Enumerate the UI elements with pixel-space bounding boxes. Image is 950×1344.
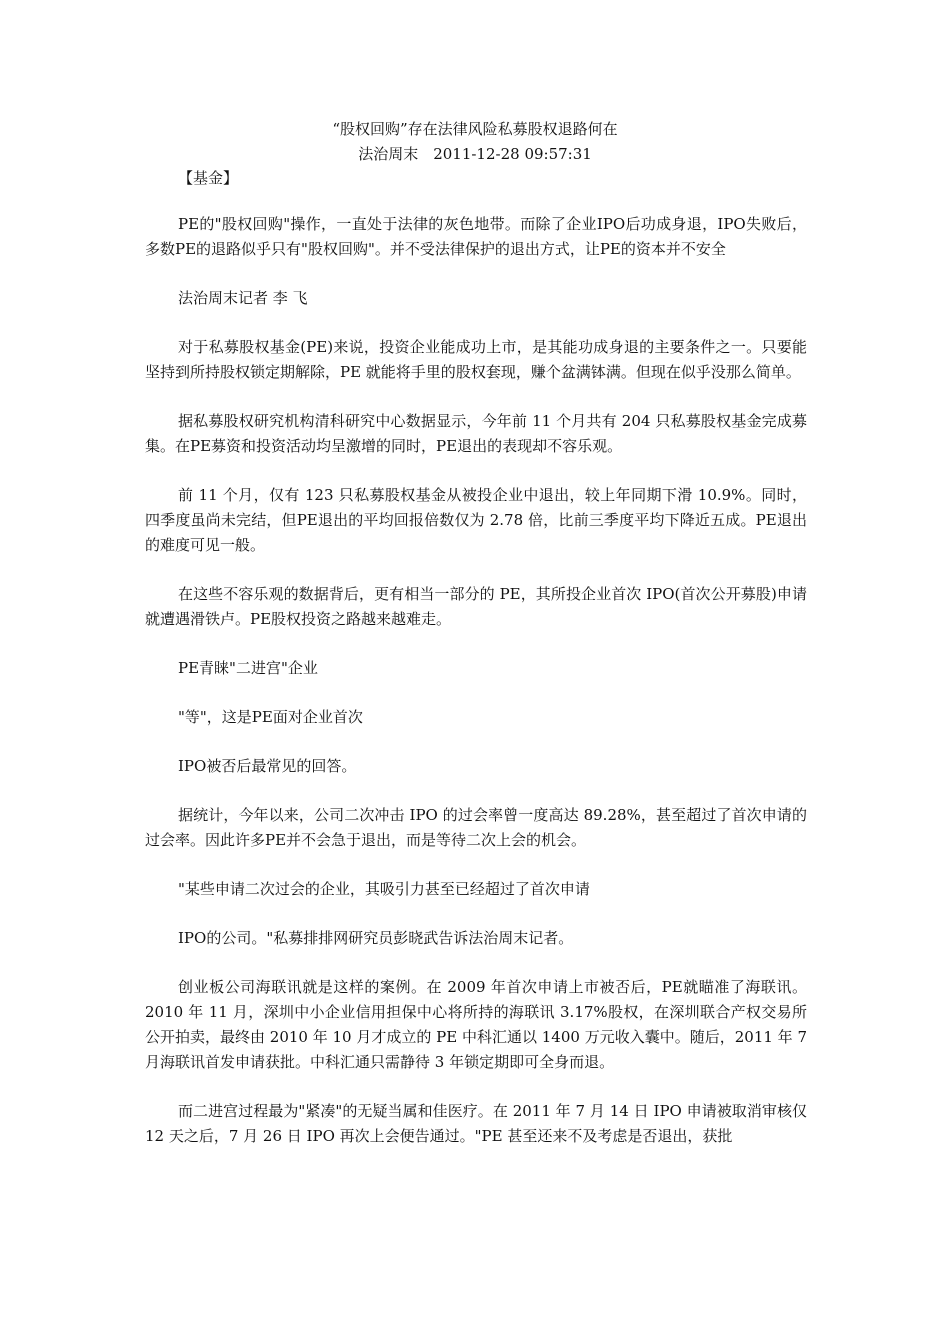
body-paragraph: 对于私募股权基金(PE)来说，投资企业能成功上市，是其能功成身退的主要条件之一。只要能坚持到所持股权锁定期解除，PE 就能将手里的股权套现，赚个盆满钵满。但现在似乎没那么简单。: [145, 338, 807, 381]
body-paragraph: IPO被否后最常见的回答。: [178, 757, 357, 775]
body-paragraph: 而二进宫过程最为"紧凑"的无疑当属和佳医疗。在 2011 年 7 月 14 日 IPO 申请被取消审核仅 12 天之后，7 月 26 日 IPO 再次上会便告通过。"PE 甚至还来不及考虑是否退出，获批: [145, 1102, 807, 1145]
article-body: [145, 212, 807, 1173]
body-paragraph: "等"，这是PE面对企业首次: [178, 708, 363, 726]
body-paragraph: 法治周末记者 李 飞: [178, 289, 308, 307]
body-paragraph: 据统计，今年以来，公司二次冲击 IPO 的过会率曾一度高达 89.28%，甚至超过了首次申请的过会率。因此许多PE并不会急于退出，而是等待二次上会的机会。: [145, 806, 807, 849]
article-source-line: 法治周末 2011-12-28 09:57:31: [358, 145, 592, 163]
article-title: “股权回购”存在法律风险私募股权退路何在: [332, 120, 618, 138]
section-heading: PE青睐"二进宫"企业: [178, 659, 318, 677]
body-paragraph: IPO的公司。"私募排排网研究员彭晓武告诉法治周末记者。: [178, 929, 574, 947]
body-paragraph: 前 11 个月，仅有 123 只私募股权基金从被投企业中退出，较上年同期下滑 10.9%。同时，四季度虽尚未完结，但PE退出的平均回报倍数仅为 2.78 倍，比前三季度平均下降近五成。PE退出的难度可见一般。: [145, 486, 807, 554]
body-paragraph: 据私募股权研究机构清科研究中心数据显示，今年前 11 个月共有 204 只私募股权基金完成募集。在PE募资和投资活动均呈激增的同时，PE退出的表现却不容乐观。: [145, 412, 807, 455]
body-paragraph: "某些申请二次过会的企业，其吸引力甚至已经超过了首次申请: [178, 880, 590, 898]
body-paragraph: PE的"股权回购"操作，一直处于法律的灰色地带。而除了企业IPO后功成身退，IPO失败后，多数PE的退路似乎只有"股权回购"。并不受法律保护的退出方式，让PE的资本并不安全: [145, 215, 807, 258]
body-paragraph: 在这些不容乐观的数据背后，更有相当一部分的 PE，其所投企业首次 IPO(首次公开募股)申请就遭遇滑铁卢。PE股权投资之路越来越难走。: [145, 585, 807, 628]
body-paragraph: 创业板公司海联讯就是这样的案例。在 2009 年首次申请上市被否后，PE就瞄准了海联讯。2010 年 11 月，深圳中小企业信用担保中心将所持的海联讯 3.17%股权，在深圳联合产权交易所公开拍卖，最终由 2010 年 10 月才成立的 PE 中科汇通以 1400 万元收入囊中。随后，2011 年 7 月海联讯首发申请获批。中科汇通只需静待 3 年锁定期即可全身而退。: [145, 978, 807, 1071]
article-category: 【基金】: [178, 169, 239, 187]
